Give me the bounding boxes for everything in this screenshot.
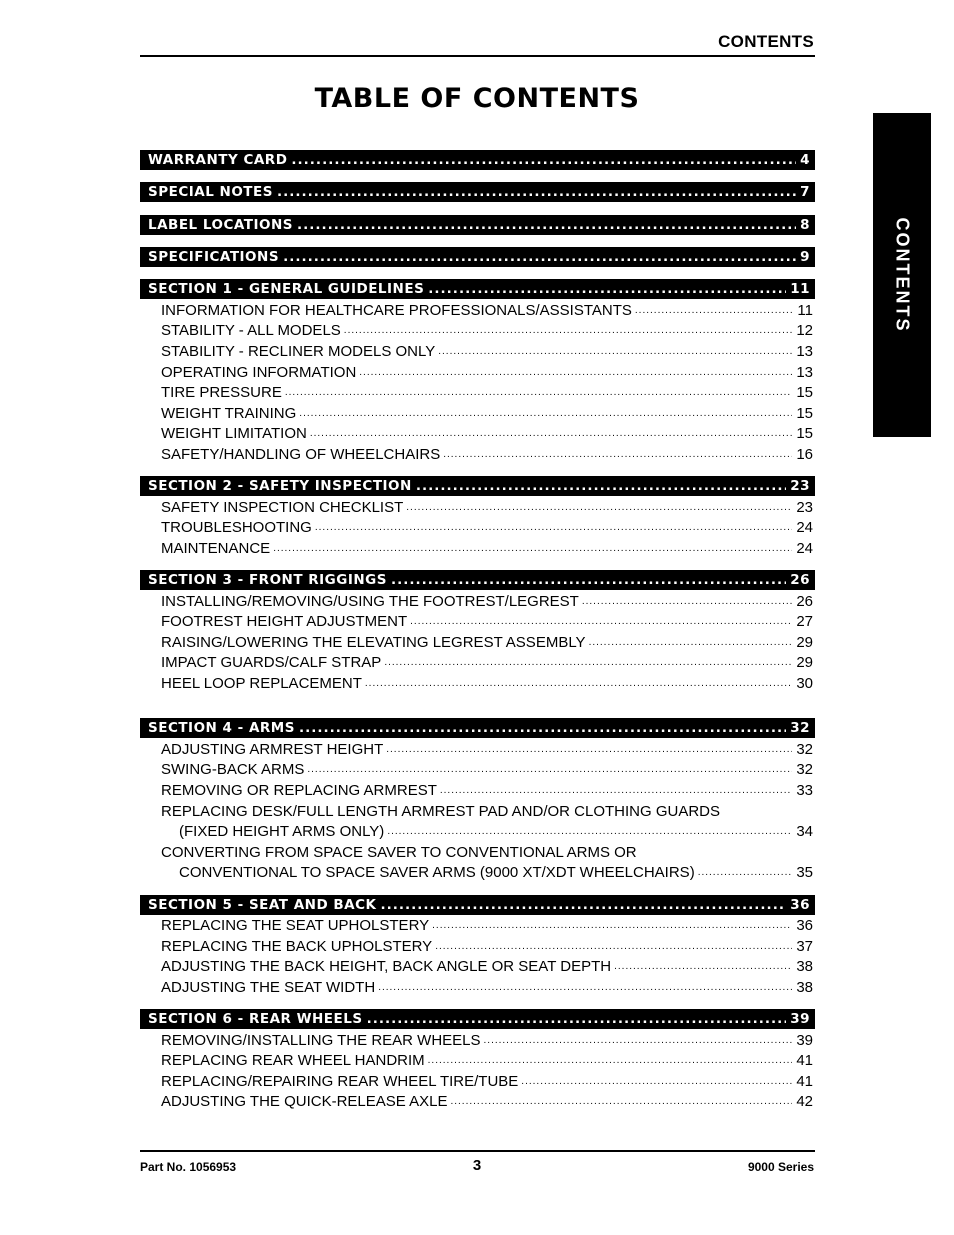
toc-item-title: REPLACING DESK/FULL LENGTH ARMREST PAD AND/OR CLOTHING GUARDS [161,802,720,820]
section-page: 23 [790,478,810,494]
toc-item-title: REPLACING THE SEAT UPHOLSTERY [161,916,430,934]
toc-entry-title: SPECIFICATIONS [148,249,280,265]
dot-leader [315,522,792,537]
toc-item[interactable] [161,1091,813,1111]
dot-leader [391,572,786,588]
toc-item[interactable] [161,1030,813,1050]
toc-item-page: 27 [796,612,813,630]
dot-leader [310,428,792,443]
toc-item-page: 15 [796,404,813,422]
section-title: SECTION 3 - FRONT RIGGINGS [148,572,387,588]
toc-item-title: INSTALLING/REMOVING/USING THE FOOTREST/LEGREST [161,592,579,610]
toc-item-title: REPLACING REAR WHEEL HANDRIM [161,1051,425,1069]
section-2-heading[interactable] [140,476,815,496]
section-page: 36 [790,897,810,913]
dot-leader [283,249,796,265]
toc-item[interactable] [161,652,813,672]
toc-item-title: IMPACT GUARDS/CALF STRAP [161,653,382,671]
dot-leader [440,785,792,800]
toc-item[interactable] [161,300,813,320]
dot-leader [299,408,792,423]
footer-series: 9000 Series [747,1160,814,1174]
toc-item-title: FOOTREST HEIGHT ADJUSTMENT [161,612,408,630]
dot-leader [384,657,792,672]
toc-entry-specifications[interactable] [140,247,815,267]
dot-leader [614,961,792,976]
toc-item-title: REPLACING THE BACK UPHOLSTERY [161,937,433,955]
dot-leader [359,367,792,382]
toc-item-page: 11 [797,301,813,319]
toc-item-title: HEEL LOOP REPLACEMENT [161,674,362,692]
dot-leader [277,184,796,200]
dot-leader [450,1096,792,1111]
toc-item-page: 29 [796,653,813,671]
dot-leader [380,897,786,913]
dot-leader [410,616,792,631]
toc-item-title: REMOVING OR REPLACING ARMREST [161,781,437,799]
dot-leader [428,281,786,297]
toc-item-title: (FIXED HEIGHT ARMS ONLY) [179,822,385,840]
table-of-contents [140,0,815,1235]
toc-entry-special-notes[interactable] [140,182,815,202]
toc-item-title: SWING-BACK ARMS [161,760,305,778]
toc-item-title: ADJUSTING THE QUICK-RELEASE AXLE [161,1092,448,1110]
toc-item[interactable] [161,801,813,821]
toc-item-page: 34 [796,822,813,840]
toc-item-title: CONVENTIONAL TO SPACE SAVER ARMS (9000 XT/XDT WHEELCHAIRS) [179,863,695,881]
section-3-heading[interactable] [140,570,815,590]
toc-entry-warranty-card[interactable] [140,150,815,170]
dot-leader [273,543,792,558]
toc-item-page: 12 [796,321,813,339]
toc-item-page: 32 [796,760,813,778]
toc-entry-page: 4 [800,152,810,168]
toc-item[interactable] [161,632,813,652]
side-tab-label: CONTENTS [892,217,913,333]
toc-item[interactable] [161,320,813,340]
dot-leader [378,982,792,997]
dot-leader [386,744,792,759]
toc-item-title: OPERATING INFORMATION [161,363,357,381]
running-header: CONTENTS [718,32,814,51]
toc-item-page: 32 [796,740,813,758]
dot-leader [484,1035,793,1050]
dot-leader [582,596,792,611]
toc-item-page: 24 [796,539,813,557]
dot-leader [344,325,793,340]
section-page: 26 [790,572,810,588]
toc-item-page: 26 [796,592,813,610]
toc-item[interactable] [161,362,813,382]
toc-item[interactable] [161,591,813,611]
toc-item-page: 39 [796,1031,813,1049]
toc-item-page: 13 [796,363,813,381]
section-title: SECTION 6 - REAR WHEELS [148,1011,363,1027]
toc-item-page: 30 [796,674,813,692]
toc-entry-title: LABEL LOCATIONS [148,217,293,233]
toc-entry-page: 8 [800,217,810,233]
toc-item[interactable] [161,1071,813,1091]
toc-item-title: REPLACING/REPAIRING REAR WHEEL TIRE/TUBE [161,1072,519,1090]
dot-leader [367,1011,787,1027]
section-page: 39 [790,1011,810,1027]
toc-item-title: TIRE PRESSURE [161,383,282,401]
toc-item[interactable] [161,497,813,517]
toc-item[interactable] [161,673,813,693]
toc-item-title: SAFETY/HANDLING OF WHEELCHAIRS [161,445,441,463]
toc-item[interactable] [161,341,813,361]
toc-item[interactable] [161,517,813,537]
toc-item-page: 38 [796,978,813,996]
toc-item-page: 41 [796,1051,813,1069]
dot-leader [589,637,793,652]
section-6-heading[interactable] [140,1009,815,1029]
toc-item[interactable] [161,780,813,800]
toc-item-title: RAISING/LOWERING THE ELEVATING LEGREST ASSEMBLY [161,633,586,651]
dot-leader [438,346,792,361]
toc-item[interactable] [161,977,813,997]
page-title: TABLE OF CONTENTS [314,83,640,114]
toc-item-page: 15 [796,424,813,442]
footer-part-number: Part No. 1056953 [140,1160,237,1174]
toc-item[interactable] [161,538,813,558]
toc-item-page: 38 [796,957,813,975]
side-tab [873,113,931,437]
toc-item-title: WEIGHT TRAINING [161,404,297,422]
toc-item-page: 33 [796,781,813,799]
toc-item-continuation[interactable] [179,821,813,841]
dot-leader [416,478,786,494]
toc-item[interactable] [161,423,813,443]
dot-leader [285,387,792,402]
toc-item[interactable] [161,382,813,402]
section-title: SECTION 5 - SEAT AND BACK [148,897,377,913]
toc-item-title: WEIGHT LIMITATION [161,424,307,442]
section-5-heading[interactable] [140,895,815,915]
toc-item-title: STABILITY - RECLINER MODELS ONLY [161,342,436,360]
dot-leader [443,449,792,464]
dot-leader [307,764,792,779]
toc-item-page: 15 [796,383,813,401]
toc-entry-title: WARRANTY CARD [148,152,288,168]
toc-item[interactable] [161,611,813,631]
toc-item[interactable] [161,1050,813,1070]
toc-item-title: TROUBLESHOOTING [161,518,312,536]
toc-item-title: INFORMATION FOR HEALTHCARE PROFESSIONALS/ASSISTANTS [161,301,632,319]
dot-leader [365,678,792,693]
toc-entry-page: 9 [800,249,810,265]
toc-item-continuation[interactable] [179,862,813,882]
toc-item-page: 24 [796,518,813,536]
dot-leader [635,305,794,320]
toc-item[interactable] [161,936,813,956]
toc-item-title: MAINTENANCE [161,539,271,557]
toc-item-page: 23 [796,498,813,516]
toc-item-title: ADJUSTING THE BACK HEIGHT, BACK ANGLE OR SEAT DEPTH [161,957,612,975]
toc-item-page: 35 [796,863,813,881]
dot-leader [297,217,796,233]
footer-page-number: 3 [472,1157,482,1174]
section-page: 32 [790,720,810,736]
toc-item-page: 13 [796,342,813,360]
toc-entry-title: SPECIAL NOTES [148,184,273,200]
dot-leader [435,941,792,956]
toc-item[interactable] [161,842,813,862]
dot-leader [291,152,796,168]
dot-leader [428,1055,793,1070]
toc-item[interactable] [161,444,813,464]
toc-item-page: 36 [796,916,813,934]
section-title: SECTION 1 - GENERAL GUIDELINES [148,281,425,297]
dot-leader [406,502,792,517]
toc-item[interactable] [161,956,813,976]
toc-item-title: REMOVING/INSTALLING THE REAR WHEELS [161,1031,481,1049]
section-title: SECTION 4 - ARMS [148,720,295,736]
dot-leader [299,720,786,736]
toc-item-page: 41 [796,1072,813,1090]
toc-item[interactable] [161,403,813,423]
toc-item-page: 37 [796,937,813,955]
toc-entry-label-locations[interactable] [140,215,815,235]
dot-leader [432,920,792,935]
toc-item-page: 29 [796,633,813,651]
toc-item-page: 42 [796,1092,813,1110]
toc-item-title: STABILITY - ALL MODELS [161,321,341,339]
toc-item[interactable] [161,759,813,779]
section-1-heading[interactable] [140,279,815,299]
dot-leader [387,826,792,841]
dot-leader [521,1076,792,1091]
toc-entry-page: 7 [800,184,810,200]
toc-item[interactable] [161,739,813,759]
section-page: 11 [790,281,810,297]
toc-item-title: CONVERTING FROM SPACE SAVER TO CONVENTIONAL ARMS OR [161,843,637,861]
toc-item-title: ADJUSTING THE SEAT WIDTH [161,978,376,996]
toc-item-title: SAFETY INSPECTION CHECKLIST [161,498,404,516]
section-4-heading[interactable] [140,718,815,738]
section-title: SECTION 2 - SAFETY INSPECTION [148,478,412,494]
toc-item-title: ADJUSTING ARMREST HEIGHT [161,740,384,758]
toc-item[interactable] [161,915,813,935]
footer-rule [140,1150,815,1152]
toc-item-page: 16 [796,445,813,463]
dot-leader [698,867,793,882]
